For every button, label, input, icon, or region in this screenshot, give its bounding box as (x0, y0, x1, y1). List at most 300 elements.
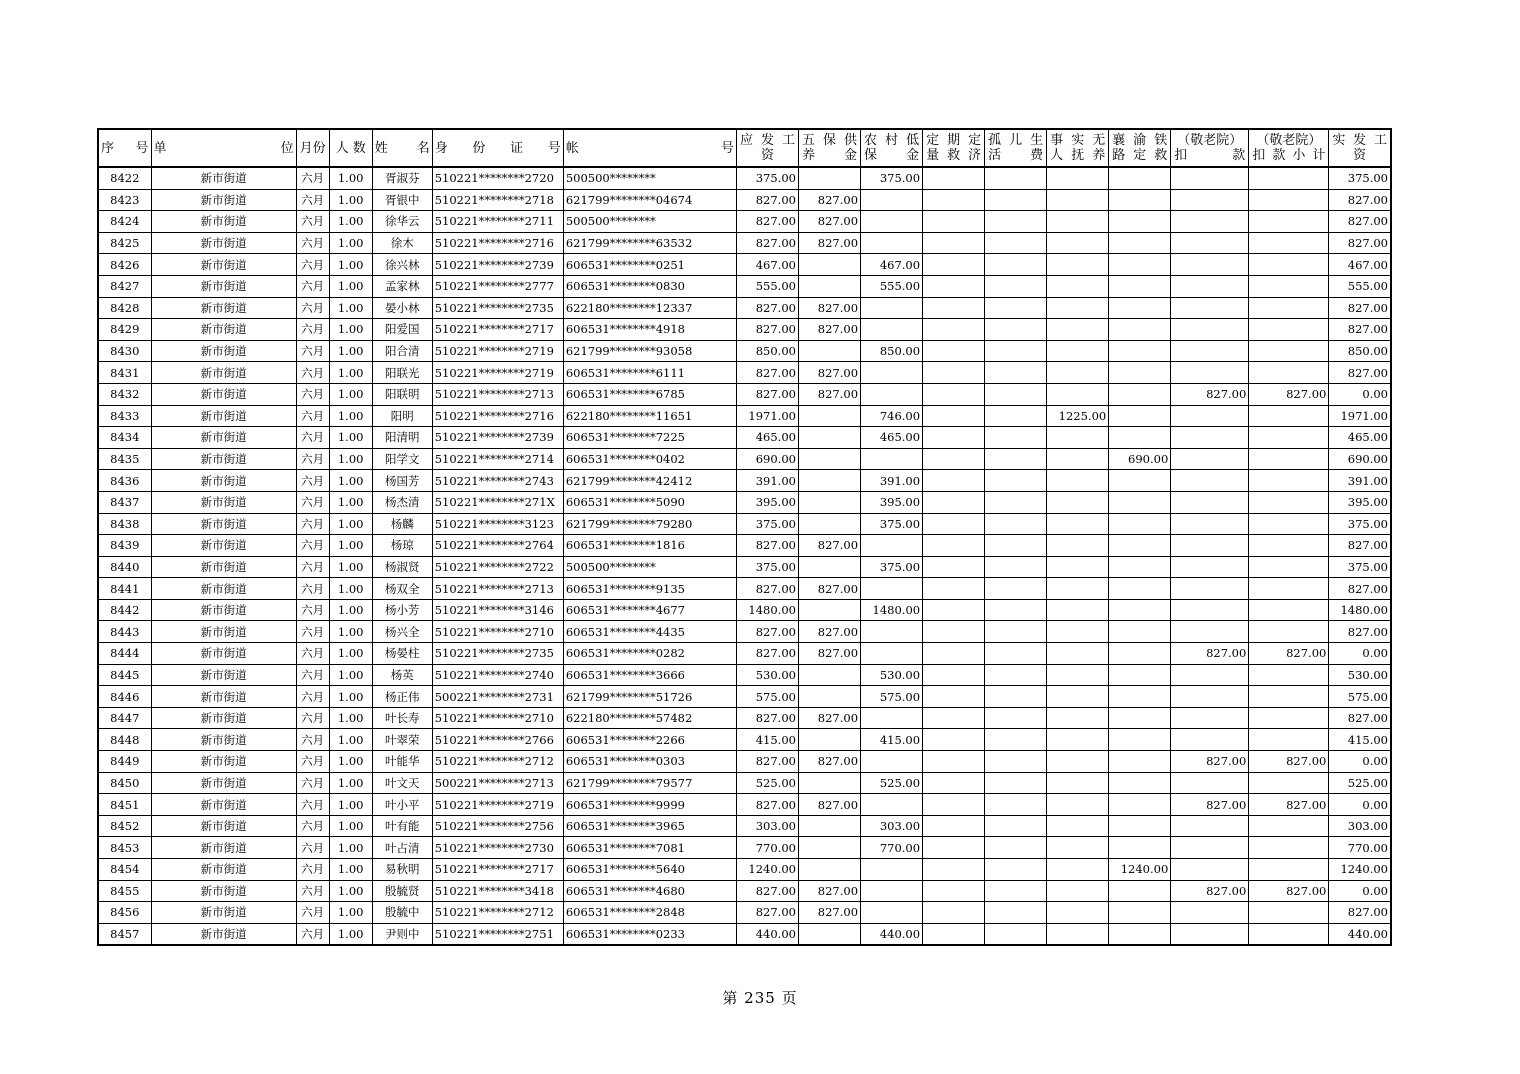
cell-fixed-relief (923, 664, 985, 686)
cell-railway (1109, 362, 1171, 384)
cell-rural-low (861, 232, 923, 254)
header-nursing-deduct: （敬老院） 扣 款 (1171, 129, 1249, 167)
cell-de-facto (1047, 448, 1109, 470)
cell-fixed-relief (923, 254, 985, 276)
cell-orphan (985, 859, 1047, 881)
cell-de-facto (1047, 513, 1109, 535)
cell-count: 1.00 (329, 578, 372, 600)
cell-count: 1.00 (329, 643, 372, 665)
cell-account: 606531********7225 (563, 427, 736, 449)
cell-orphan (985, 837, 1047, 859)
cell-rural-low (861, 707, 923, 729)
cell-five-guarantee (798, 923, 860, 945)
cell-seq: 8457 (98, 923, 151, 945)
cell-orphan (985, 362, 1047, 384)
cell-seq: 8449 (98, 751, 151, 773)
cell-wage-due: 827.00 (736, 707, 798, 729)
cell-deduct-subtotal (1249, 837, 1329, 859)
cell-railway (1109, 751, 1171, 773)
cell-count: 1.00 (329, 751, 372, 773)
cell-wage-paid: 827.00 (1329, 535, 1391, 557)
cell-nursing-deduct (1171, 362, 1249, 384)
cell-name: 杨英 (372, 664, 432, 686)
cell-account: 606531********3666 (563, 664, 736, 686)
cell-month: 六月 (296, 751, 329, 773)
cell-count: 1.00 (329, 448, 372, 470)
cell-account: 606531********5640 (563, 859, 736, 881)
cell-seq: 8454 (98, 859, 151, 881)
cell-five-guarantee: 827.00 (798, 211, 860, 233)
cell-wage-due: 827.00 (736, 621, 798, 643)
cell-seq: 8441 (98, 578, 151, 600)
cell-name: 阳明 (372, 405, 432, 427)
cell-idcard: 510221********2714 (432, 448, 563, 470)
cell-wage-due: 850.00 (736, 340, 798, 362)
cell-seq: 8444 (98, 643, 151, 665)
cell-wage-paid: 827.00 (1329, 319, 1391, 341)
cell-rural-low: 395.00 (861, 491, 923, 513)
cell-de-facto (1047, 815, 1109, 837)
cell-railway (1109, 923, 1171, 945)
table-row (98, 686, 1391, 708)
cell-five-guarantee (798, 254, 860, 276)
cell-fixed-relief (923, 729, 985, 751)
cell-month: 六月 (296, 772, 329, 794)
cell-railway (1109, 621, 1171, 643)
cell-month: 六月 (296, 664, 329, 686)
cell-count: 1.00 (329, 232, 372, 254)
cell-month: 六月 (296, 729, 329, 751)
table-row (98, 405, 1391, 427)
cell-name: 杨麟 (372, 513, 432, 535)
cell-account: 621799********04674 (563, 189, 736, 211)
cell-idcard: 510221********2766 (432, 729, 563, 751)
cell-five-guarantee (798, 859, 860, 881)
cell-five-guarantee: 827.00 (798, 794, 860, 816)
cell-de-facto (1047, 189, 1109, 211)
cell-nursing-deduct (1171, 167, 1249, 189)
cell-name: 殷毓贤 (372, 880, 432, 902)
cell-seq: 8452 (98, 815, 151, 837)
cell-wage-paid: 1480.00 (1329, 599, 1391, 621)
cell-account: 606531********6785 (563, 383, 736, 405)
cell-month: 六月 (296, 275, 329, 297)
cell-nursing-deduct (1171, 923, 1249, 945)
cell-wage-paid: 827.00 (1329, 232, 1391, 254)
cell-unit: 新市街道 (151, 643, 296, 665)
cell-fixed-relief (923, 491, 985, 513)
cell-month: 六月 (296, 491, 329, 513)
cell-five-guarantee (798, 556, 860, 578)
cell-orphan (985, 470, 1047, 492)
cell-count: 1.00 (329, 707, 372, 729)
cell-orphan (985, 254, 1047, 276)
cell-deduct-subtotal (1249, 211, 1329, 233)
cell-rural-low: 375.00 (861, 167, 923, 189)
cell-fixed-relief (923, 815, 985, 837)
cell-de-facto (1047, 319, 1109, 341)
cell-rural-low: 440.00 (861, 923, 923, 945)
cell-account: 606531********4918 (563, 319, 736, 341)
cell-railway (1109, 297, 1171, 319)
table-row (98, 556, 1391, 578)
cell-de-facto (1047, 427, 1109, 449)
cell-idcard: 510221********2720 (432, 167, 563, 189)
cell-wage-paid: 440.00 (1329, 923, 1391, 945)
cell-wage-due: 440.00 (736, 923, 798, 945)
cell-count: 1.00 (329, 859, 372, 881)
cell-account: 606531********2266 (563, 729, 736, 751)
table-row (98, 707, 1391, 729)
cell-count: 1.00 (329, 772, 372, 794)
cell-orphan (985, 405, 1047, 427)
cell-unit: 新市街道 (151, 837, 296, 859)
cell-nursing-deduct (1171, 513, 1249, 535)
cell-idcard: 510221********2764 (432, 535, 563, 557)
cell-railway (1109, 664, 1171, 686)
cell-railway (1109, 383, 1171, 405)
cell-deduct-subtotal (1249, 427, 1329, 449)
cell-five-guarantee (798, 340, 860, 362)
cell-nursing-deduct: 827.00 (1171, 751, 1249, 773)
cell-rural-low (861, 319, 923, 341)
cell-count: 1.00 (329, 275, 372, 297)
cell-wage-due: 525.00 (736, 772, 798, 794)
cell-name: 阳爱国 (372, 319, 432, 341)
cell-de-facto (1047, 167, 1109, 189)
cell-nursing-deduct (1171, 578, 1249, 600)
cell-de-facto (1047, 599, 1109, 621)
cell-fixed-relief (923, 275, 985, 297)
cell-seq: 8423 (98, 189, 151, 211)
cell-wage-due: 395.00 (736, 491, 798, 513)
cell-count: 1.00 (329, 405, 372, 427)
cell-fixed-relief (923, 880, 985, 902)
cell-nursing-deduct (1171, 859, 1249, 881)
cell-nursing-deduct (1171, 254, 1249, 276)
cell-wage-due: 465.00 (736, 427, 798, 449)
cell-name: 杨杰清 (372, 491, 432, 513)
cell-name: 杨正伟 (372, 686, 432, 708)
cell-fixed-relief (923, 707, 985, 729)
cell-name: 阳学文 (372, 448, 432, 470)
cell-nursing-deduct (1171, 686, 1249, 708)
cell-de-facto (1047, 729, 1109, 751)
cell-idcard: 510221********2751 (432, 923, 563, 945)
cell-five-guarantee: 827.00 (798, 578, 860, 600)
cell-de-facto (1047, 383, 1109, 405)
cell-count: 1.00 (329, 535, 372, 557)
table-row (98, 535, 1391, 557)
cell-fixed-relief (923, 189, 985, 211)
header-five-guarantee: 五 保 供 养 金 (798, 129, 860, 167)
cell-idcard: 510221********3123 (432, 513, 563, 535)
cell-idcard: 510221********3418 (432, 880, 563, 902)
cell-five-guarantee: 827.00 (798, 383, 860, 405)
cell-idcard: 510221********2735 (432, 643, 563, 665)
cell-five-guarantee (798, 275, 860, 297)
cell-de-facto (1047, 880, 1109, 902)
cell-account: 500500******** (563, 167, 736, 189)
cell-month: 六月 (296, 643, 329, 665)
cell-nursing-deduct: 827.00 (1171, 383, 1249, 405)
cell-wage-paid: 375.00 (1329, 556, 1391, 578)
cell-idcard: 510221********2739 (432, 427, 563, 449)
cell-idcard: 510221********2718 (432, 189, 563, 211)
cell-seq: 8436 (98, 470, 151, 492)
cell-seq: 8424 (98, 211, 151, 233)
cell-wage-paid: 827.00 (1329, 578, 1391, 600)
cell-nursing-deduct: 827.00 (1171, 794, 1249, 816)
cell-seq: 8422 (98, 167, 151, 189)
cell-orphan (985, 729, 1047, 751)
cell-five-guarantee (798, 491, 860, 513)
cell-month: 六月 (296, 405, 329, 427)
cell-wage-paid: 375.00 (1329, 513, 1391, 535)
cell-wage-due: 827.00 (736, 902, 798, 924)
cell-railway: 690.00 (1109, 448, 1171, 470)
cell-seq: 8456 (98, 902, 151, 924)
cell-month: 六月 (296, 319, 329, 341)
header-wage-due: 应 发 工 资 (736, 129, 798, 167)
cell-wage-paid: 391.00 (1329, 470, 1391, 492)
cell-unit: 新市街道 (151, 470, 296, 492)
cell-count: 1.00 (329, 189, 372, 211)
table-row (98, 232, 1391, 254)
table-row (98, 880, 1391, 902)
cell-name: 杨双全 (372, 578, 432, 600)
cell-unit: 新市街道 (151, 859, 296, 881)
cell-fixed-relief (923, 211, 985, 233)
cell-fixed-relief (923, 362, 985, 384)
cell-wage-due: 375.00 (736, 513, 798, 535)
cell-seq: 8428 (98, 297, 151, 319)
cell-idcard: 500221********2713 (432, 772, 563, 794)
cell-account: 500500******** (563, 211, 736, 233)
cell-account: 606531********5090 (563, 491, 736, 513)
cell-wage-paid: 0.00 (1329, 643, 1391, 665)
cell-unit: 新市街道 (151, 340, 296, 362)
cell-count: 1.00 (329, 167, 372, 189)
cell-name: 胥银中 (372, 189, 432, 211)
header-idcard: 身 份 证 号 (432, 129, 563, 167)
cell-count: 1.00 (329, 880, 372, 902)
cell-deduct-subtotal (1249, 448, 1329, 470)
cell-count: 1.00 (329, 923, 372, 945)
table-row (98, 297, 1391, 319)
cell-seq: 8445 (98, 664, 151, 686)
cell-count: 1.00 (329, 621, 372, 643)
cell-wage-due: 415.00 (736, 729, 798, 751)
cell-five-guarantee (798, 599, 860, 621)
cell-orphan (985, 448, 1047, 470)
cell-month: 六月 (296, 621, 329, 643)
cell-de-facto (1047, 902, 1109, 924)
cell-railway (1109, 837, 1171, 859)
cell-deduct-subtotal: 827.00 (1249, 383, 1329, 405)
cell-unit: 新市街道 (151, 427, 296, 449)
cell-name: 胥淑芬 (372, 167, 432, 189)
cell-five-guarantee (798, 405, 860, 427)
cell-wage-due: 530.00 (736, 664, 798, 686)
cell-account: 606531********0282 (563, 643, 736, 665)
cell-deduct-subtotal (1249, 664, 1329, 686)
cell-fixed-relief (923, 772, 985, 794)
cell-month: 六月 (296, 794, 329, 816)
cell-railway (1109, 232, 1171, 254)
cell-five-guarantee: 827.00 (798, 902, 860, 924)
table-row (98, 772, 1391, 794)
cell-five-guarantee (798, 427, 860, 449)
cell-nursing-deduct (1171, 556, 1249, 578)
cell-seq: 8442 (98, 599, 151, 621)
cell-rural-low: 303.00 (861, 815, 923, 837)
table-row (98, 319, 1391, 341)
cell-fixed-relief (923, 513, 985, 535)
cell-unit: 新市街道 (151, 189, 296, 211)
cell-name: 尹则中 (372, 923, 432, 945)
page-number: 第 235 页 (722, 989, 798, 1007)
cell-railway (1109, 707, 1171, 729)
cell-wage-paid: 827.00 (1329, 362, 1391, 384)
cell-idcard: 510221********2777 (432, 275, 563, 297)
cell-five-guarantee: 827.00 (798, 189, 860, 211)
cell-de-facto (1047, 254, 1109, 276)
cell-month: 六月 (296, 923, 329, 945)
cell-wage-paid: 525.00 (1329, 772, 1391, 794)
cell-month: 六月 (296, 297, 329, 319)
cell-seq: 8429 (98, 319, 151, 341)
cell-wage-paid: 827.00 (1329, 211, 1391, 233)
cell-unit: 新市街道 (151, 448, 296, 470)
cell-five-guarantee (798, 686, 860, 708)
cell-seq: 8450 (98, 772, 151, 794)
cell-count: 1.00 (329, 815, 372, 837)
cell-seq: 8453 (98, 837, 151, 859)
cell-name: 杨晏柱 (372, 643, 432, 665)
cell-wage-paid: 827.00 (1329, 621, 1391, 643)
header-de-facto: 事 实 无 人 抚 养 (1047, 129, 1109, 167)
table-row (98, 362, 1391, 384)
cell-count: 1.00 (329, 729, 372, 751)
cell-fixed-relief (923, 794, 985, 816)
cell-account: 606531********2848 (563, 902, 736, 924)
welfare-payment-table (97, 128, 1392, 946)
cell-deduct-subtotal: 827.00 (1249, 794, 1329, 816)
cell-idcard: 510221********2716 (432, 232, 563, 254)
cell-de-facto (1047, 470, 1109, 492)
cell-name: 叶占清 (372, 837, 432, 859)
cell-idcard: 510221********2717 (432, 859, 563, 881)
cell-month: 六月 (296, 578, 329, 600)
cell-name: 杨淑贤 (372, 556, 432, 578)
cell-nursing-deduct: 827.00 (1171, 643, 1249, 665)
table-row (98, 794, 1391, 816)
cell-wage-paid: 0.00 (1329, 880, 1391, 902)
cell-seq: 8438 (98, 513, 151, 535)
cell-rural-low: 375.00 (861, 556, 923, 578)
cell-wage-paid: 415.00 (1329, 729, 1391, 751)
cell-name: 阳联光 (372, 362, 432, 384)
cell-wage-paid: 690.00 (1329, 448, 1391, 470)
header-name: 姓 名 (372, 129, 432, 167)
cell-name: 徐兴林 (372, 254, 432, 276)
cell-wage-paid: 303.00 (1329, 815, 1391, 837)
cell-five-guarantee (798, 729, 860, 751)
cell-nursing-deduct (1171, 729, 1249, 751)
header-unit: 单 位 (151, 129, 296, 167)
cell-wage-due: 827.00 (736, 535, 798, 557)
cell-count: 1.00 (329, 837, 372, 859)
cell-rural-low (861, 643, 923, 665)
cell-idcard: 510221********2712 (432, 751, 563, 773)
cell-five-guarantee: 827.00 (798, 880, 860, 902)
cell-rural-low: 391.00 (861, 470, 923, 492)
cell-de-facto (1047, 535, 1109, 557)
cell-unit: 新市街道 (151, 902, 296, 924)
cell-wage-due: 827.00 (736, 211, 798, 233)
cell-wage-paid: 1971.00 (1329, 405, 1391, 427)
cell-month: 六月 (296, 211, 329, 233)
cell-orphan (985, 319, 1047, 341)
cell-idcard: 510221********2710 (432, 621, 563, 643)
cell-orphan (985, 772, 1047, 794)
cell-unit: 新市街道 (151, 556, 296, 578)
cell-nursing-deduct (1171, 707, 1249, 729)
cell-account: 621799********42412 (563, 470, 736, 492)
cell-deduct-subtotal (1249, 772, 1329, 794)
cell-rural-low (861, 448, 923, 470)
cell-railway (1109, 578, 1171, 600)
cell-de-facto (1047, 837, 1109, 859)
cell-idcard: 510221********2735 (432, 297, 563, 319)
cell-deduct-subtotal (1249, 599, 1329, 621)
cell-fixed-relief (923, 167, 985, 189)
cell-deduct-subtotal (1249, 189, 1329, 211)
cell-wage-due: 1480.00 (736, 599, 798, 621)
cell-month: 六月 (296, 556, 329, 578)
header-seq: 序 号 (98, 129, 151, 167)
table-row (98, 923, 1391, 945)
cell-deduct-subtotal (1249, 405, 1329, 427)
cell-orphan (985, 275, 1047, 297)
cell-name: 阳清明 (372, 427, 432, 449)
cell-nursing-deduct (1171, 232, 1249, 254)
cell-railway (1109, 686, 1171, 708)
table-row (98, 448, 1391, 470)
cell-month: 六月 (296, 232, 329, 254)
cell-unit: 新市街道 (151, 751, 296, 773)
cell-count: 1.00 (329, 599, 372, 621)
cell-name: 殷毓中 (372, 902, 432, 924)
cell-deduct-subtotal (1249, 491, 1329, 513)
cell-deduct-subtotal (1249, 470, 1329, 492)
cell-wage-due: 827.00 (736, 643, 798, 665)
cell-wage-paid: 770.00 (1329, 837, 1391, 859)
table-row (98, 491, 1391, 513)
cell-fixed-relief (923, 621, 985, 643)
cell-name: 叶文天 (372, 772, 432, 794)
cell-account: 606531********4677 (563, 599, 736, 621)
cell-nursing-deduct (1171, 297, 1249, 319)
cell-seq: 8434 (98, 427, 151, 449)
cell-fixed-relief (923, 232, 985, 254)
cell-month: 六月 (296, 427, 329, 449)
cell-name: 徐华云 (372, 211, 432, 233)
cell-month: 六月 (296, 362, 329, 384)
cell-railway (1109, 815, 1171, 837)
cell-seq: 8447 (98, 707, 151, 729)
